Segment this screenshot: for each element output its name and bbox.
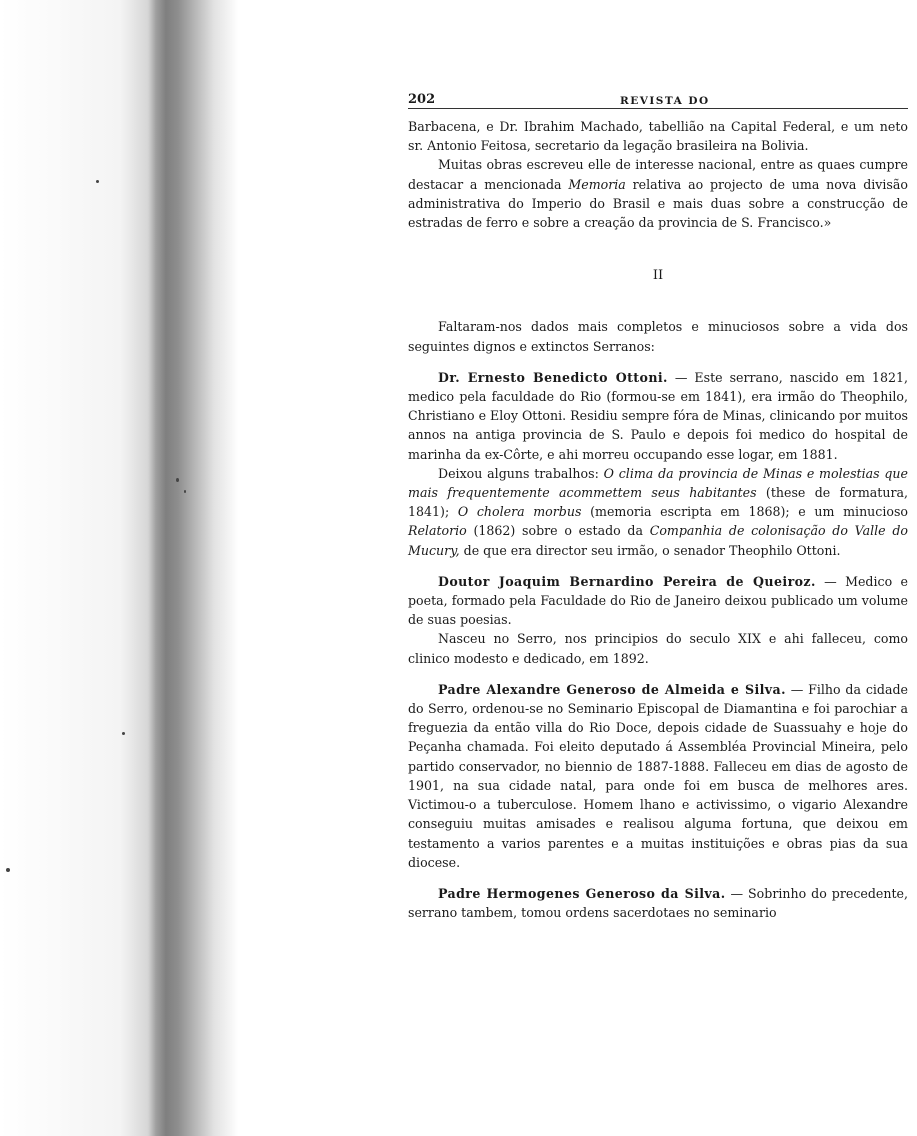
scan-speck (6, 868, 10, 872)
page-number: 202 (408, 92, 436, 107)
section-numeral: II (652, 268, 664, 284)
biography-entry: Doutor Joaquim Bernardino Pereira de Queiroz. — Medico e poeta, formado pela Faculdade do Rio de Janeiro deixou publicado um volume de suas poesias. (408, 573, 908, 628)
page-header (408, 90, 908, 109)
person-name: Dr. Ernesto Benedicto Ottoni. (438, 369, 668, 385)
paragraph: Faltaram-nos dados mais completos e minuciosos sobre a vida dos seguintes dignos e extinctos Serranos: (408, 319, 908, 354)
person-name: Doutor Joaquim Bernardino Pereira de Queiroz. (438, 573, 816, 589)
biography-entry: Padre Alexandre Generoso de Almeida e Silva. — Filho da cidade do Serro, ordenou-se no Seminario Episcopal de Diamantina e foi parochiar a freguezia da então villa do Rio Doce, depois cidade de Suassuahy e hoje do Peçanha chamada. Foi eleito deputado á Assembléa Provincial Mineira, pelo partido conservador, no biennio de 1887-1888. Falleceu em dias de agosto de 1901, na sua cidade natal, para onde foi em busca de melhores ares. Victimou-o a tuberculose. Homem lhano e activissimo, o vigario Alexandre conseguiu muitas amisades e realisou alguma fortuna, que deixou em testamento a varios parentes e a muitas instituições e obras pias da sua diocese. (408, 681, 908, 870)
biography-entry: Dr. Ernesto Benedicto Ottoni. — Este serrano, nascido em 1821, medico pela faculdade do Rio (formou-se em 1841), era irmão do Theophilo, Christiano e Eloy Ottoni. Residiu sempre fóra de Minas, clinicando por muitos annos na antiga provincia de S. Paulo e depois foi medico do hospital de marinha da ex-Côrte, e ahi morreu occupando esse logar, em 1881. (408, 369, 908, 462)
running-title: REVISTA DO (620, 95, 710, 107)
scan-speck (96, 180, 99, 183)
scan-speck (184, 490, 186, 493)
paragraph: Barbacena, e Dr. Ibrahim Machado, tabellião na Capital Federal, e um neto sr. Antonio Feitosa, secretario da legação brasileira na Bolivia. (408, 119, 908, 154)
person-name: Padre Hermogenes Generoso da Silva. (438, 885, 726, 901)
person-name: Padre Alexandre Generoso de Almeida e Silva. (438, 681, 786, 697)
book-gutter-shadow (0, 0, 238, 1136)
scan-speck (176, 478, 179, 482)
paragraph: Muitas obras escreveu elle de interesse nacional, entre as quaes cumpre destacar a mencionada Memoria relativa ao projecto de uma nova divisão administrativa do Imperio do Brasil e mais duas sobre a construcção de estradas de ferro e sobre a creação da provincia de S. Francisco.» (408, 157, 908, 231)
book-page (408, 90, 908, 922)
biography-entry: Padre Hermogenes Generoso da Silva. — Sobrinho do precedente, serrano tambem, tomou ordens sacerdotaes no seminario (408, 885, 908, 921)
scan-speck (122, 732, 125, 735)
paragraph: Nasceu no Serro, nos principios do seculo XIX e ahi falleceu, como clinico modesto e dedicado, em 1892. (408, 631, 908, 666)
paragraph: Deixou alguns trabalhos: O clima da provincia de Minas e molestias que mais frequentemente acommettem seus habitantes (these de formatura, 1841); O cholera morbus (memoria escripta em 1868); e um minucioso Relatorio (1862) sobre o estado da Companhia de colonisação do Valle do Mucury, de que era director seu irmão, o senador Theophilo Ottoni. (408, 465, 908, 558)
